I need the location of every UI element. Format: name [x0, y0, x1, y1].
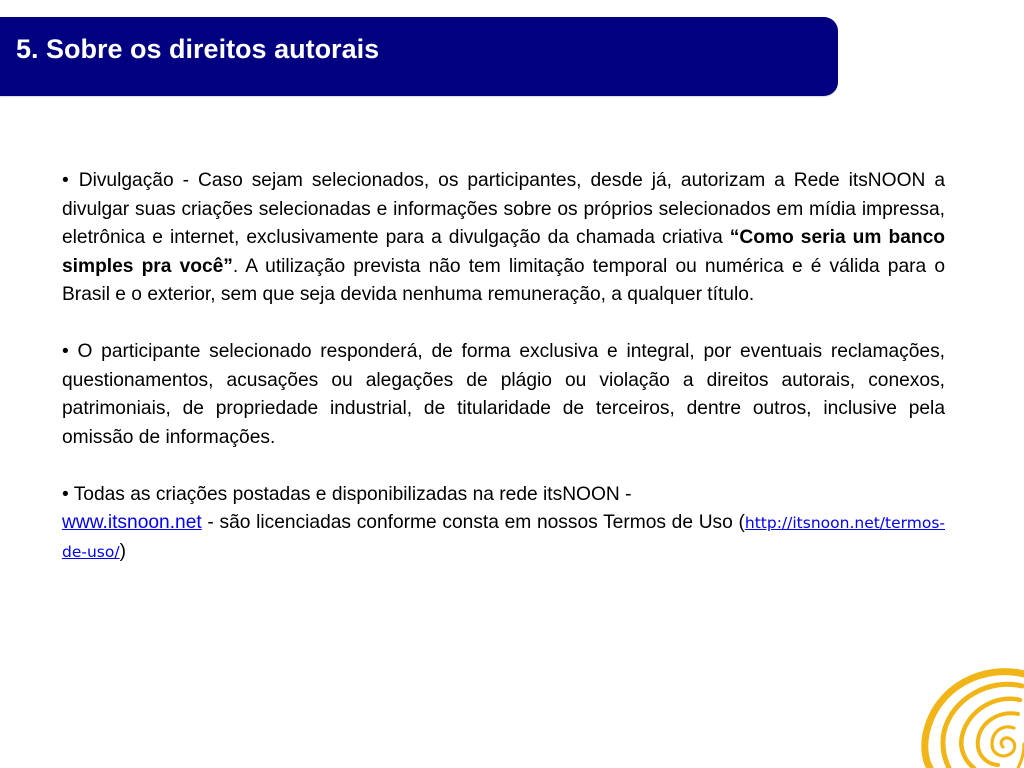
paragraph-responsabilidade: • O participante selecionado responderá, de forma exclusiva e integral, por eventuais reclamações, questionamentos, acusações ou alegações de plágio ou violação a direitos autorais, conexos, patrimoniais, de propriedade industrial, de titularidade de terceiros, dentre outros, inclusive pela omissão de informações. [62, 341, 945, 448]
bullet: • [62, 170, 69, 191]
paragraph-text: Divulgação - Caso sejam selecionados, os participantes, desde já, autorizam a Rede itsNOON a divulgar suas criações selecionadas e informações sobre os próprios selecionados em mídia impressa, eletrônica e internet, exclusivamente para a divulgação da chamada criativa [62, 170, 945, 248]
paragraph-text: - são licenciadas conforme consta em nossos Termos de Uso ( [201, 512, 745, 533]
paragraph-divulgacao [62, 167, 945, 310]
paragraph-text: . A utilização prevista não tem limitação temporal ou numérica e é válida para o Brasil e o exterior, sem que seja devida nenhuma remuneração, a qualquer título. [62, 255, 945, 305]
itsnoon-spiral-logo-icon [914, 664, 1024, 768]
termos-de-uso-link[interactable]: http://itsnoon.net/termos-de-uso/ [62, 514, 945, 561]
itsnoon-link[interactable]: www.itsnoon.net [62, 512, 202, 533]
slide-content [62, 167, 945, 566]
paragraph-licenca [62, 481, 945, 567]
slide-title: 5. Sobre os direitos autorais [16, 34, 380, 64]
campaign-name: “Como seria um banco simples pra você” [62, 227, 945, 277]
paragraph-text: ) [119, 540, 126, 562]
paragraph-text: • Todas as criações postadas e disponibilizadas na rede itsNOON - [62, 483, 632, 505]
